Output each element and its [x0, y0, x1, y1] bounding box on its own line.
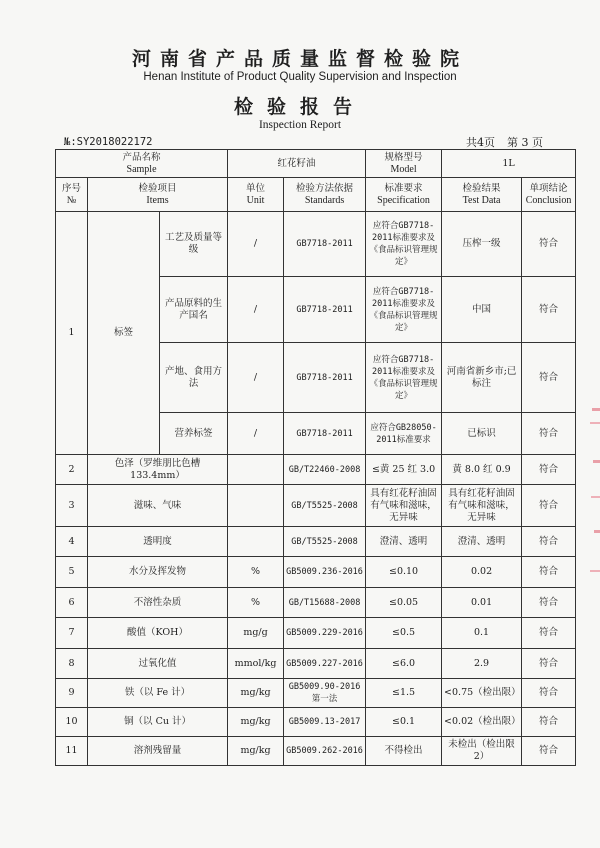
row-spec: ≤6.0	[366, 649, 442, 679]
row-number: 6	[56, 588, 88, 618]
row-conclusion: 符合	[522, 557, 576, 588]
row-item: 色泽（罗维朋比色槽133.4mm）	[88, 455, 228, 485]
row-result: 0.01	[442, 588, 522, 618]
row-standard: GB/T5525-2008	[284, 485, 366, 527]
model-label	[366, 150, 442, 178]
header-no: 序号 №	[56, 178, 88, 212]
row-unit: /	[228, 277, 284, 343]
table-row	[56, 618, 576, 649]
row-conclusion: 符合	[522, 588, 576, 618]
sample-label-cn: 产品名称	[122, 151, 161, 163]
table-row	[56, 557, 576, 588]
row-result: 压榨一级	[442, 212, 522, 277]
row-spec: ≤0.10	[366, 557, 442, 588]
row-unit: /	[228, 413, 284, 455]
inspection-table	[55, 149, 576, 766]
sample-label-en: Sample	[126, 163, 157, 175]
row-spec: 应符合GB7718-2011标准要求及《食品标识管理规定》	[366, 212, 442, 277]
row-conclusion: 符合	[522, 485, 576, 527]
report-number: №:SY2018022172	[64, 136, 153, 148]
row-standard: GB/T15688-2008	[284, 588, 366, 618]
row-standard: GB7718-2011	[284, 277, 366, 343]
row-standard: GB5009.262-2016	[284, 737, 366, 766]
row-spec: 应符合GB7718-2011标准要求及《食品标识管理规定》	[366, 277, 442, 343]
row-result: 0.02	[442, 557, 522, 588]
header-standards: 检验方法依据 Standards	[284, 178, 366, 212]
row-spec: 应符合GB28050-2011标准要求	[366, 413, 442, 455]
row-unit	[228, 527, 284, 557]
row-standard: GB5009.227-2016	[284, 649, 366, 679]
row-number: 7	[56, 618, 88, 649]
table-row	[56, 212, 576, 277]
sample-label	[56, 150, 228, 178]
row-result: 中国	[442, 277, 522, 343]
row-item: 溶剂残留量	[88, 737, 228, 766]
row-number: 3	[56, 485, 88, 527]
row-number: 10	[56, 708, 88, 737]
row-item: 滋味、气味	[88, 485, 228, 527]
row-standard: GB/T22460-2008	[284, 455, 366, 485]
table-row	[56, 455, 576, 485]
row-spec: ≤0.5	[366, 618, 442, 649]
header-items: 检验项目 Items	[88, 178, 228, 212]
row-conclusion: 符合	[522, 413, 576, 455]
row-item: 水分及挥发物	[88, 557, 228, 588]
seal-edge-marks	[588, 400, 600, 600]
header-test-data: 检验结果 Test Data	[442, 178, 522, 212]
model-value: 1L	[442, 150, 576, 178]
row-item: 产地、食用方法	[160, 343, 228, 413]
page-info	[466, 134, 555, 150]
row-unit	[228, 485, 284, 527]
row-standard: GB5009.229-2016	[284, 618, 366, 649]
total-pages: 共4页	[466, 136, 495, 149]
row-result: <0.02（检出限）	[442, 708, 522, 737]
row-standard: GB5009.13-2017	[284, 708, 366, 737]
row-spec: ≤0.05	[366, 588, 442, 618]
table-row	[56, 737, 576, 766]
sample-value: 红花籽油	[228, 150, 366, 178]
row-unit: mg/kg	[228, 737, 284, 766]
row-standard: GB/T5525-2008	[284, 527, 366, 557]
row-conclusion: 符合	[522, 737, 576, 766]
row-unit: mg/kg	[228, 679, 284, 708]
row-conclusion: 符合	[522, 212, 576, 277]
row-item: 营养标签	[160, 413, 228, 455]
row-conclusion: 符合	[522, 277, 576, 343]
report-title-cn: 检验报告	[233, 96, 366, 118]
row-conclusion: 符合	[522, 679, 576, 708]
header-specification: 标准要求 Specification	[366, 178, 442, 212]
row-spec: ≤0.1	[366, 708, 442, 737]
row-number: 9	[56, 679, 88, 708]
page-number: 第 3 页	[507, 136, 543, 149]
row-unit: mg/g	[228, 618, 284, 649]
row-conclusion: 符合	[522, 649, 576, 679]
row-standard: GB7718-2011	[284, 212, 366, 277]
row-unit	[228, 455, 284, 485]
table-row	[56, 679, 576, 708]
row-result: 0.1	[442, 618, 522, 649]
row-number: 4	[56, 527, 88, 557]
row-standard: GB7718-2011	[284, 343, 366, 413]
row-unit: /	[228, 212, 284, 277]
row-number: 11	[56, 737, 88, 766]
row-spec: 澄清、透明	[366, 527, 442, 557]
row-result: 2.9	[442, 649, 522, 679]
row-item: 过氧化值	[88, 649, 228, 679]
row-conclusion: 符合	[522, 527, 576, 557]
row-spec: ≤1.5	[366, 679, 442, 708]
row-item: 铁（以 Fe 计）	[88, 679, 228, 708]
table-row	[56, 708, 576, 737]
report-title-en: Inspection Report	[258, 119, 342, 131]
table-row	[56, 527, 576, 557]
row-spec: ≤黄 25 红 3.0	[366, 455, 442, 485]
row-result: 具有红花籽油固有气味和滋味，无异味	[442, 485, 522, 527]
row-result: <0.75（检出限）	[442, 679, 522, 708]
header-conclusion: 单项结论 Conclusion	[522, 178, 576, 212]
row-conclusion: 符合	[522, 343, 576, 413]
model-label-en: Model	[390, 163, 417, 175]
row-item: 酸值（KOH）	[88, 618, 228, 649]
row-standard: GB5009.90-2016 第一法	[284, 679, 366, 708]
row-result: 未检出（检出限2）	[442, 737, 522, 766]
row-item: 透明度	[88, 527, 228, 557]
row-number: 5	[56, 557, 88, 588]
sample-row	[56, 150, 576, 178]
table-row	[56, 485, 576, 527]
table-row	[56, 588, 576, 618]
row-result: 已标识	[442, 413, 522, 455]
institute-name-en: Henan Institute of Product Quality Supervision and Inspection	[143, 71, 457, 83]
table-row	[56, 649, 576, 679]
row-unit: %	[228, 557, 284, 588]
row-conclusion: 符合	[522, 708, 576, 737]
model-label-cn: 规格型号	[384, 151, 423, 163]
row-result: 黄 8.0 红 0.9	[442, 455, 522, 485]
row-spec: 具有红花籽油固有气味和滋味，无异味	[366, 485, 442, 527]
row-result: 河南省新乡市;已标注	[442, 343, 522, 413]
row-result: 澄清、透明	[442, 527, 522, 557]
row-unit: mmol/kg	[228, 649, 284, 679]
row-standard: GB5009.236-2016	[284, 557, 366, 588]
row-number: 2	[56, 455, 88, 485]
row-item: 铜（以 Cu 计）	[88, 708, 228, 737]
row-item: 产品原料的生产国名	[160, 277, 228, 343]
row-item: 不溶性杂质	[88, 588, 228, 618]
row-unit: mg/kg	[228, 708, 284, 737]
header-unit: 单位 Unit	[228, 178, 284, 212]
row-spec: 不得检出	[366, 737, 442, 766]
row-spec: 应符合GB7718-2011标准要求及《食品标识管理规定》	[366, 343, 442, 413]
row-standard: GB7718-2011	[284, 413, 366, 455]
row-item-group: 标签	[88, 212, 160, 455]
row-unit: /	[228, 343, 284, 413]
row-conclusion: 符合	[522, 618, 576, 649]
row-unit: %	[228, 588, 284, 618]
column-header-row	[56, 178, 576, 212]
row-number: 1	[56, 212, 88, 455]
institute-name-cn: 河南省产品质量监督检验院	[131, 48, 468, 70]
row-item: 工艺及质量等级	[160, 212, 228, 277]
row-conclusion: 符合	[522, 455, 576, 485]
row-number: 8	[56, 649, 88, 679]
